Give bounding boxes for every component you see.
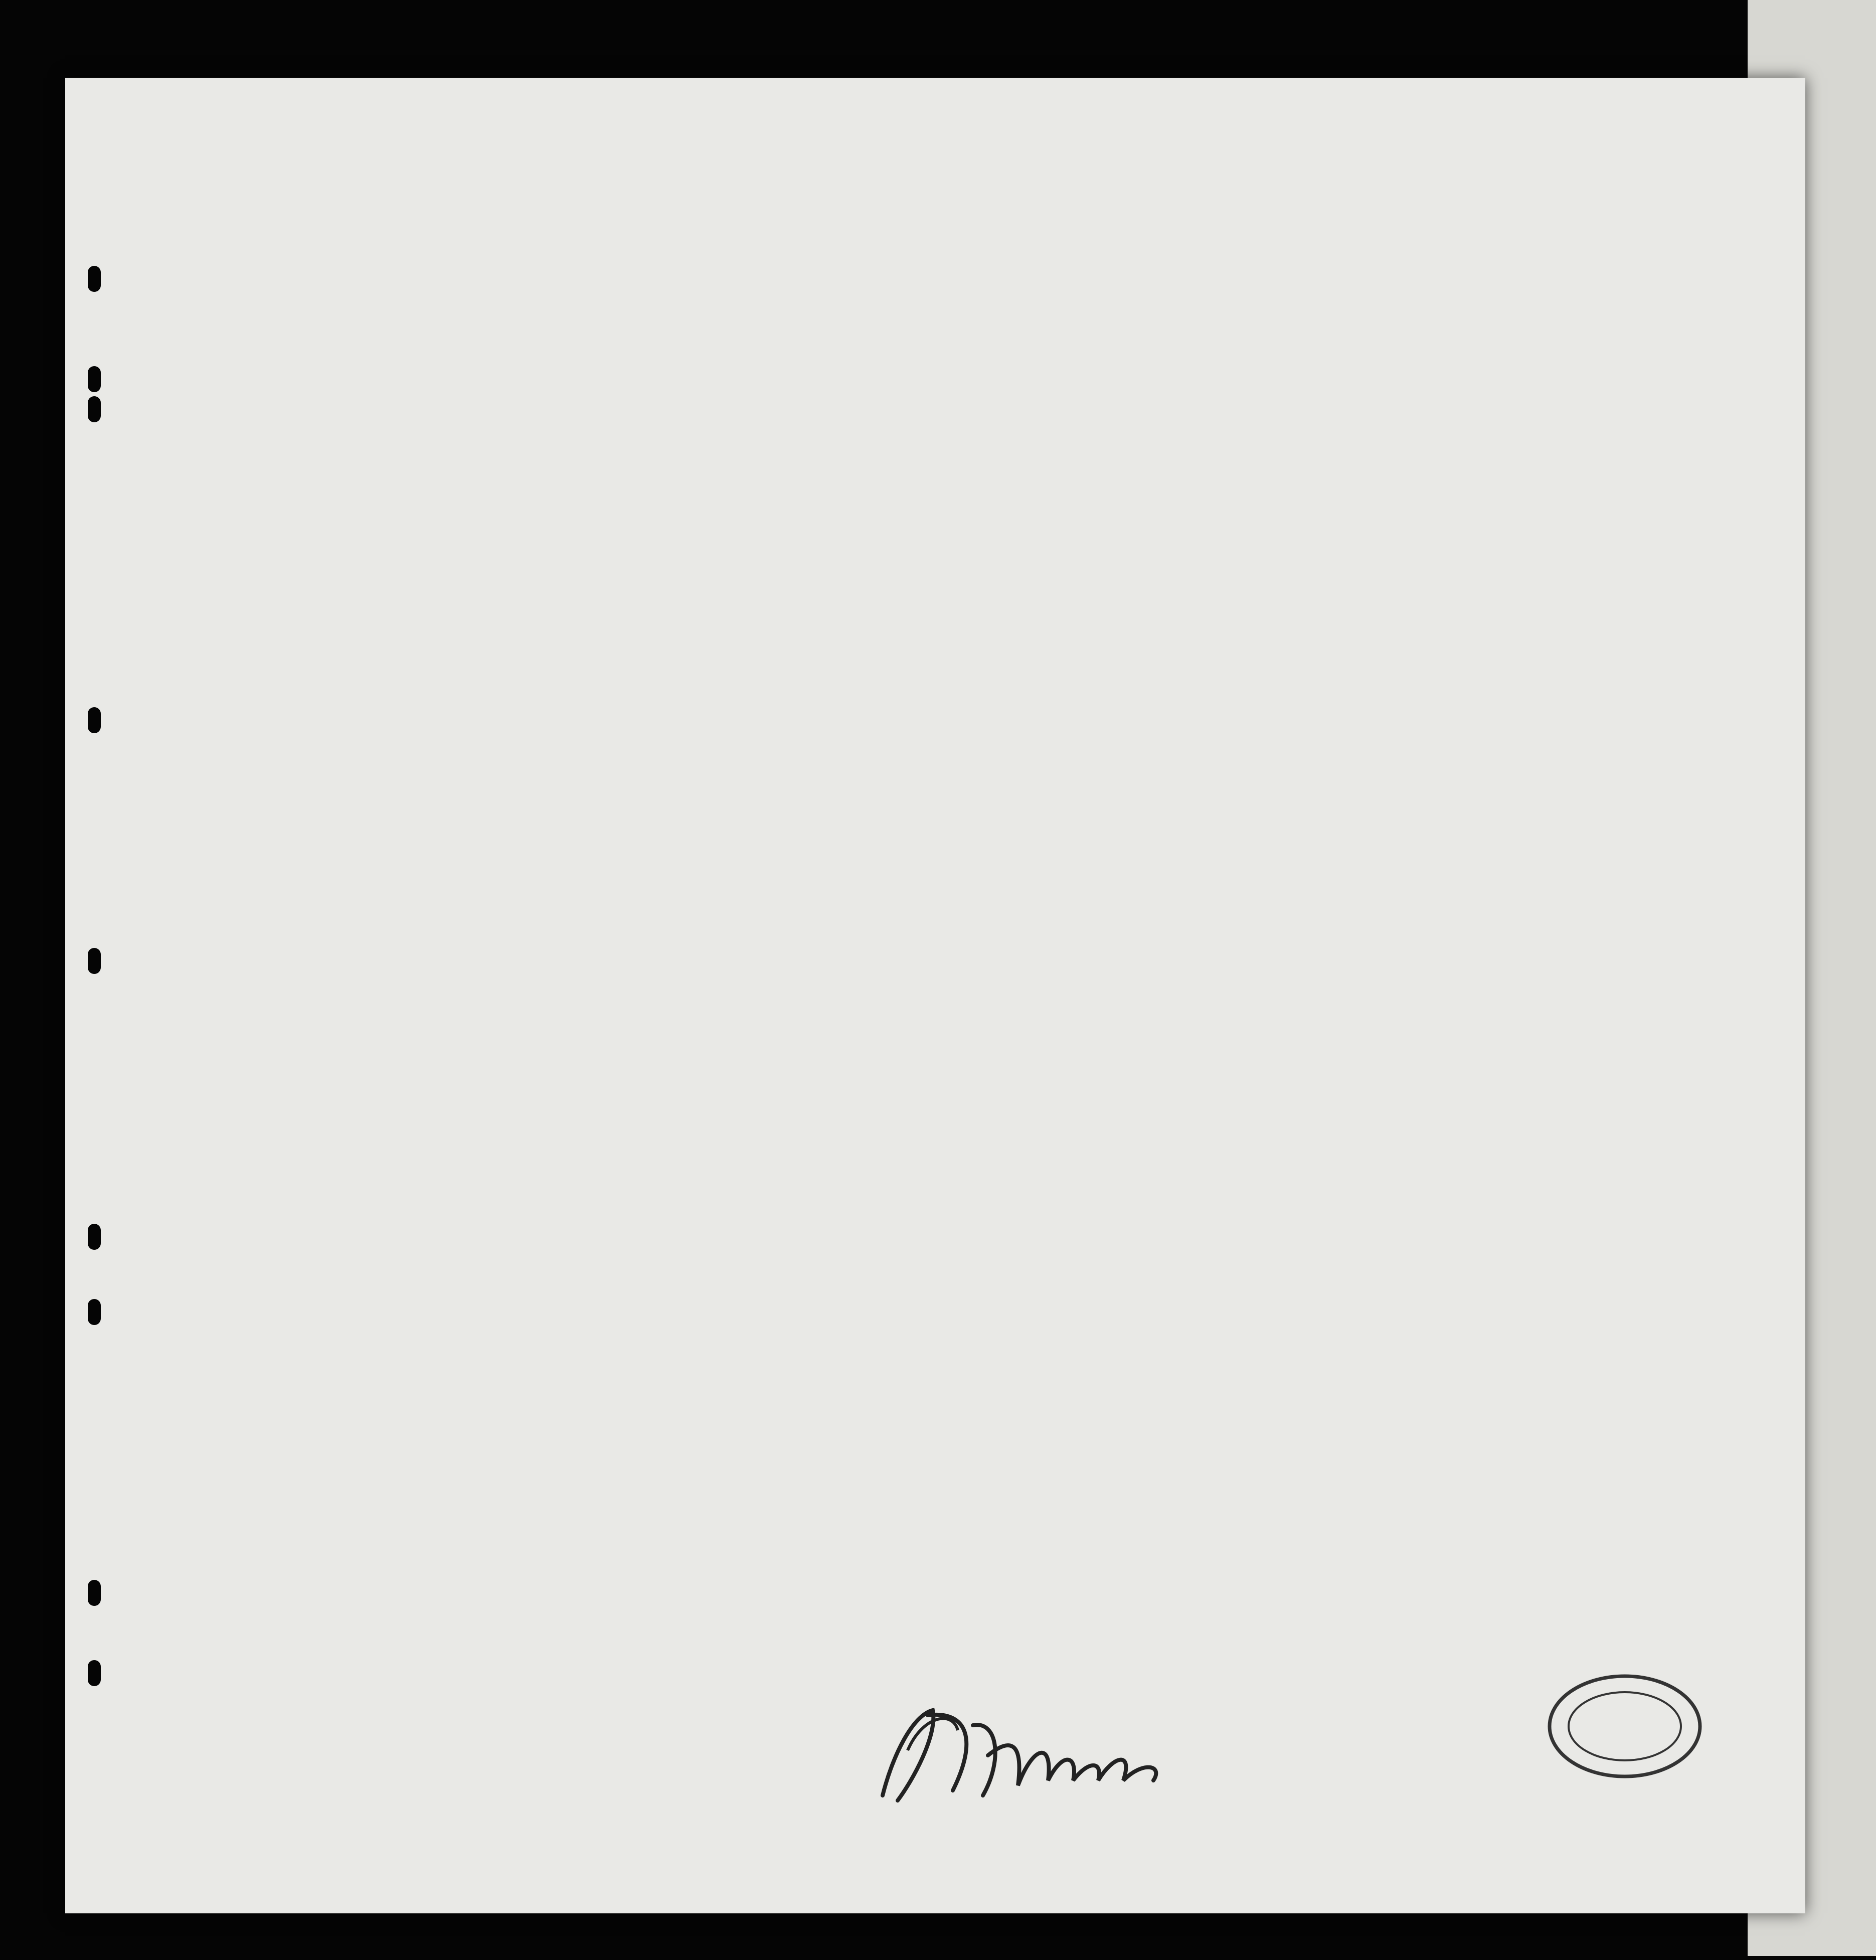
punch-hole [88,396,101,422]
punch-hole [88,266,101,292]
punch-hole [88,948,101,974]
punch-hole [88,366,101,392]
punch-hole [88,707,101,733]
inspector-signature [852,1695,1234,1816]
punch-hole [88,1660,101,1686]
mm-office-stamp [1540,1670,1710,1785]
punch-hole [88,1299,101,1325]
punch-hole [88,1224,101,1250]
punch-hole [88,1580,101,1606]
